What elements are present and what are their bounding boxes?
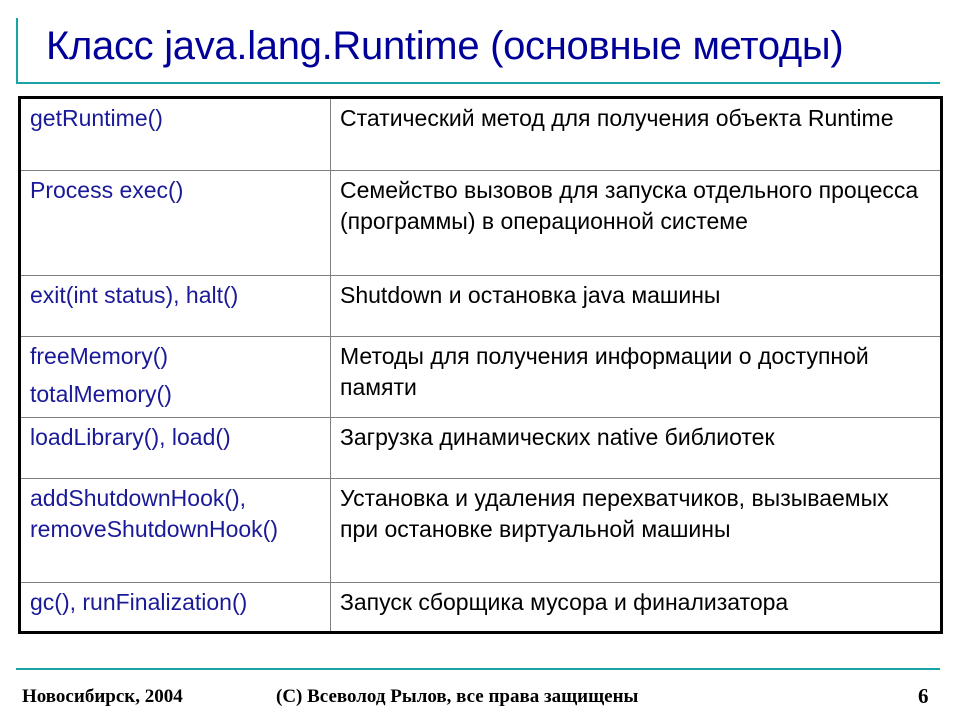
- page-number: 6: [918, 684, 929, 708]
- table-row: [20, 418, 942, 479]
- method-name: Process exec(): [20, 171, 331, 276]
- method-description: Shutdown и остановка java машины: [331, 276, 942, 337]
- method-name: getRuntime(): [20, 98, 331, 171]
- methods-table: [18, 96, 943, 634]
- method-description: Методы для получения информации о доступной памяти: [331, 337, 942, 418]
- footer-divider: [16, 668, 940, 670]
- method-description: Статический метод для получения объекта Runtime: [331, 98, 942, 171]
- footer-copyright: (C) Всеволод Рылов, все права защищены: [276, 686, 639, 707]
- table-row: [20, 98, 942, 171]
- method-name: gc(), runFinalization(): [20, 583, 331, 633]
- method-description: Загрузка динамических native библиотек: [331, 418, 942, 479]
- method-name: loadLibrary(), load(): [20, 418, 331, 479]
- title-underline: [16, 82, 940, 84]
- title-accent-line: [16, 18, 18, 84]
- method-name-lines: freeMemory() totalMemory(): [30, 343, 172, 407]
- footer-location: Новосибирск, 2004: [22, 686, 183, 707]
- method-description: Установка и удаления перехватчиков, вызываемых при остановке виртуальной машины: [331, 479, 942, 583]
- method-name: addShutdownHook(), removeShutdownHook(): [20, 479, 331, 583]
- method-name: exit(int status), halt(): [20, 276, 331, 337]
- table-row: [20, 337, 942, 418]
- table-row: [20, 583, 942, 633]
- slide-title: Класс java.lang.Runtime (основные методы): [46, 24, 844, 68]
- table-row: [20, 171, 942, 276]
- method-name: [20, 337, 331, 418]
- method-description: Запуск сборщика мусора и финализатора: [331, 583, 942, 633]
- method-description: Семейство вызовов для запуска отдельного процесса (программы) в операционной системе: [331, 171, 942, 276]
- table-row: [20, 479, 942, 583]
- table-row: [20, 276, 942, 337]
